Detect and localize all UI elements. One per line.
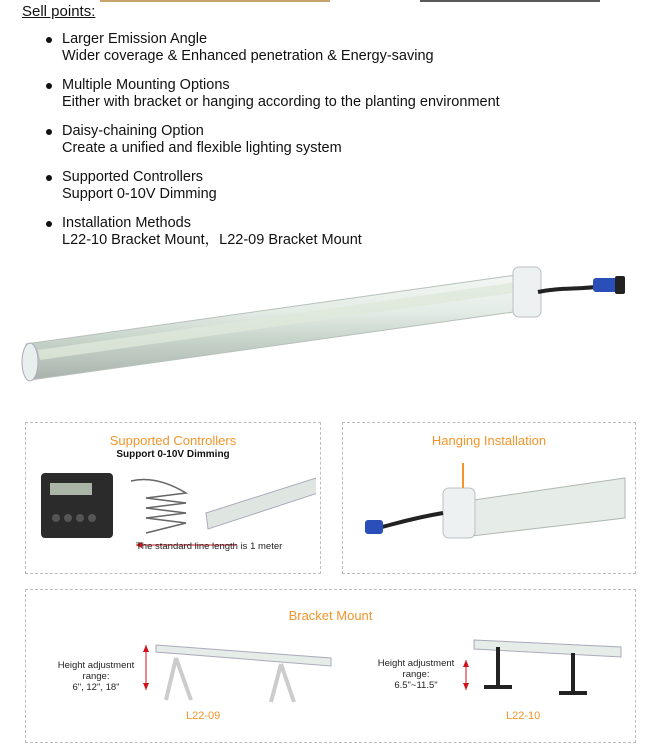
controllers-panel bbox=[25, 422, 321, 574]
list-item bbox=[38, 169, 638, 215]
point-title: Larger Emission Angle bbox=[62, 31, 208, 47]
list-item bbox=[38, 77, 638, 123]
controllers-title: Supported Controllers bbox=[109, 433, 237, 448]
list-item bbox=[38, 215, 638, 261]
l22-10-diagram bbox=[456, 635, 626, 705]
point-desc: Either with bracket or hanging according to the planting environment bbox=[62, 94, 500, 110]
top-decoration bbox=[0, 0, 652, 3]
point-desc: Support 0-10V Dimming bbox=[62, 186, 217, 202]
sell-points-list bbox=[38, 31, 638, 261]
point-desc: L22-10 Bracket Mount，L22-09 Bracket Mount bbox=[62, 232, 362, 248]
controllers-subtitle: Support 0-10V Dimming bbox=[116, 449, 230, 460]
point-desc: Wider coverage & Enhanced penetration & Energy-saving bbox=[62, 48, 434, 64]
hanging-panel bbox=[342, 422, 636, 574]
right-height-label: Height adjustment range: 6.5"~11.5" bbox=[377, 658, 455, 691]
left-height-label: Height adjustment range: 6", 12", 18" bbox=[57, 660, 135, 693]
hanging-diagram bbox=[363, 458, 628, 558]
point-title: Multiple Mounting Options bbox=[62, 77, 230, 93]
bracket-title: Bracket Mount bbox=[288, 608, 373, 623]
controller-diagram bbox=[36, 463, 316, 568]
point-title: Supported Controllers bbox=[62, 169, 204, 185]
point-title: Installation Methods bbox=[62, 215, 191, 231]
list-item bbox=[38, 123, 638, 169]
l22-09-diagram bbox=[136, 630, 336, 710]
led-bar-image bbox=[18, 262, 638, 402]
point-title: Daisy-chaining Option bbox=[62, 123, 204, 139]
l22-09-label: L22-09 bbox=[186, 710, 221, 722]
list-item bbox=[38, 31, 638, 77]
bracket-panel bbox=[25, 589, 636, 743]
line-length-note: The standard line length is 1 meter bbox=[136, 541, 283, 552]
point-desc: Create a unified and flexible lighting system bbox=[62, 140, 342, 156]
l22-10-label: L22-10 bbox=[506, 710, 541, 722]
sell-points-heading: Sell points: bbox=[22, 3, 96, 20]
hanging-title: Hanging Installation bbox=[431, 433, 547, 448]
